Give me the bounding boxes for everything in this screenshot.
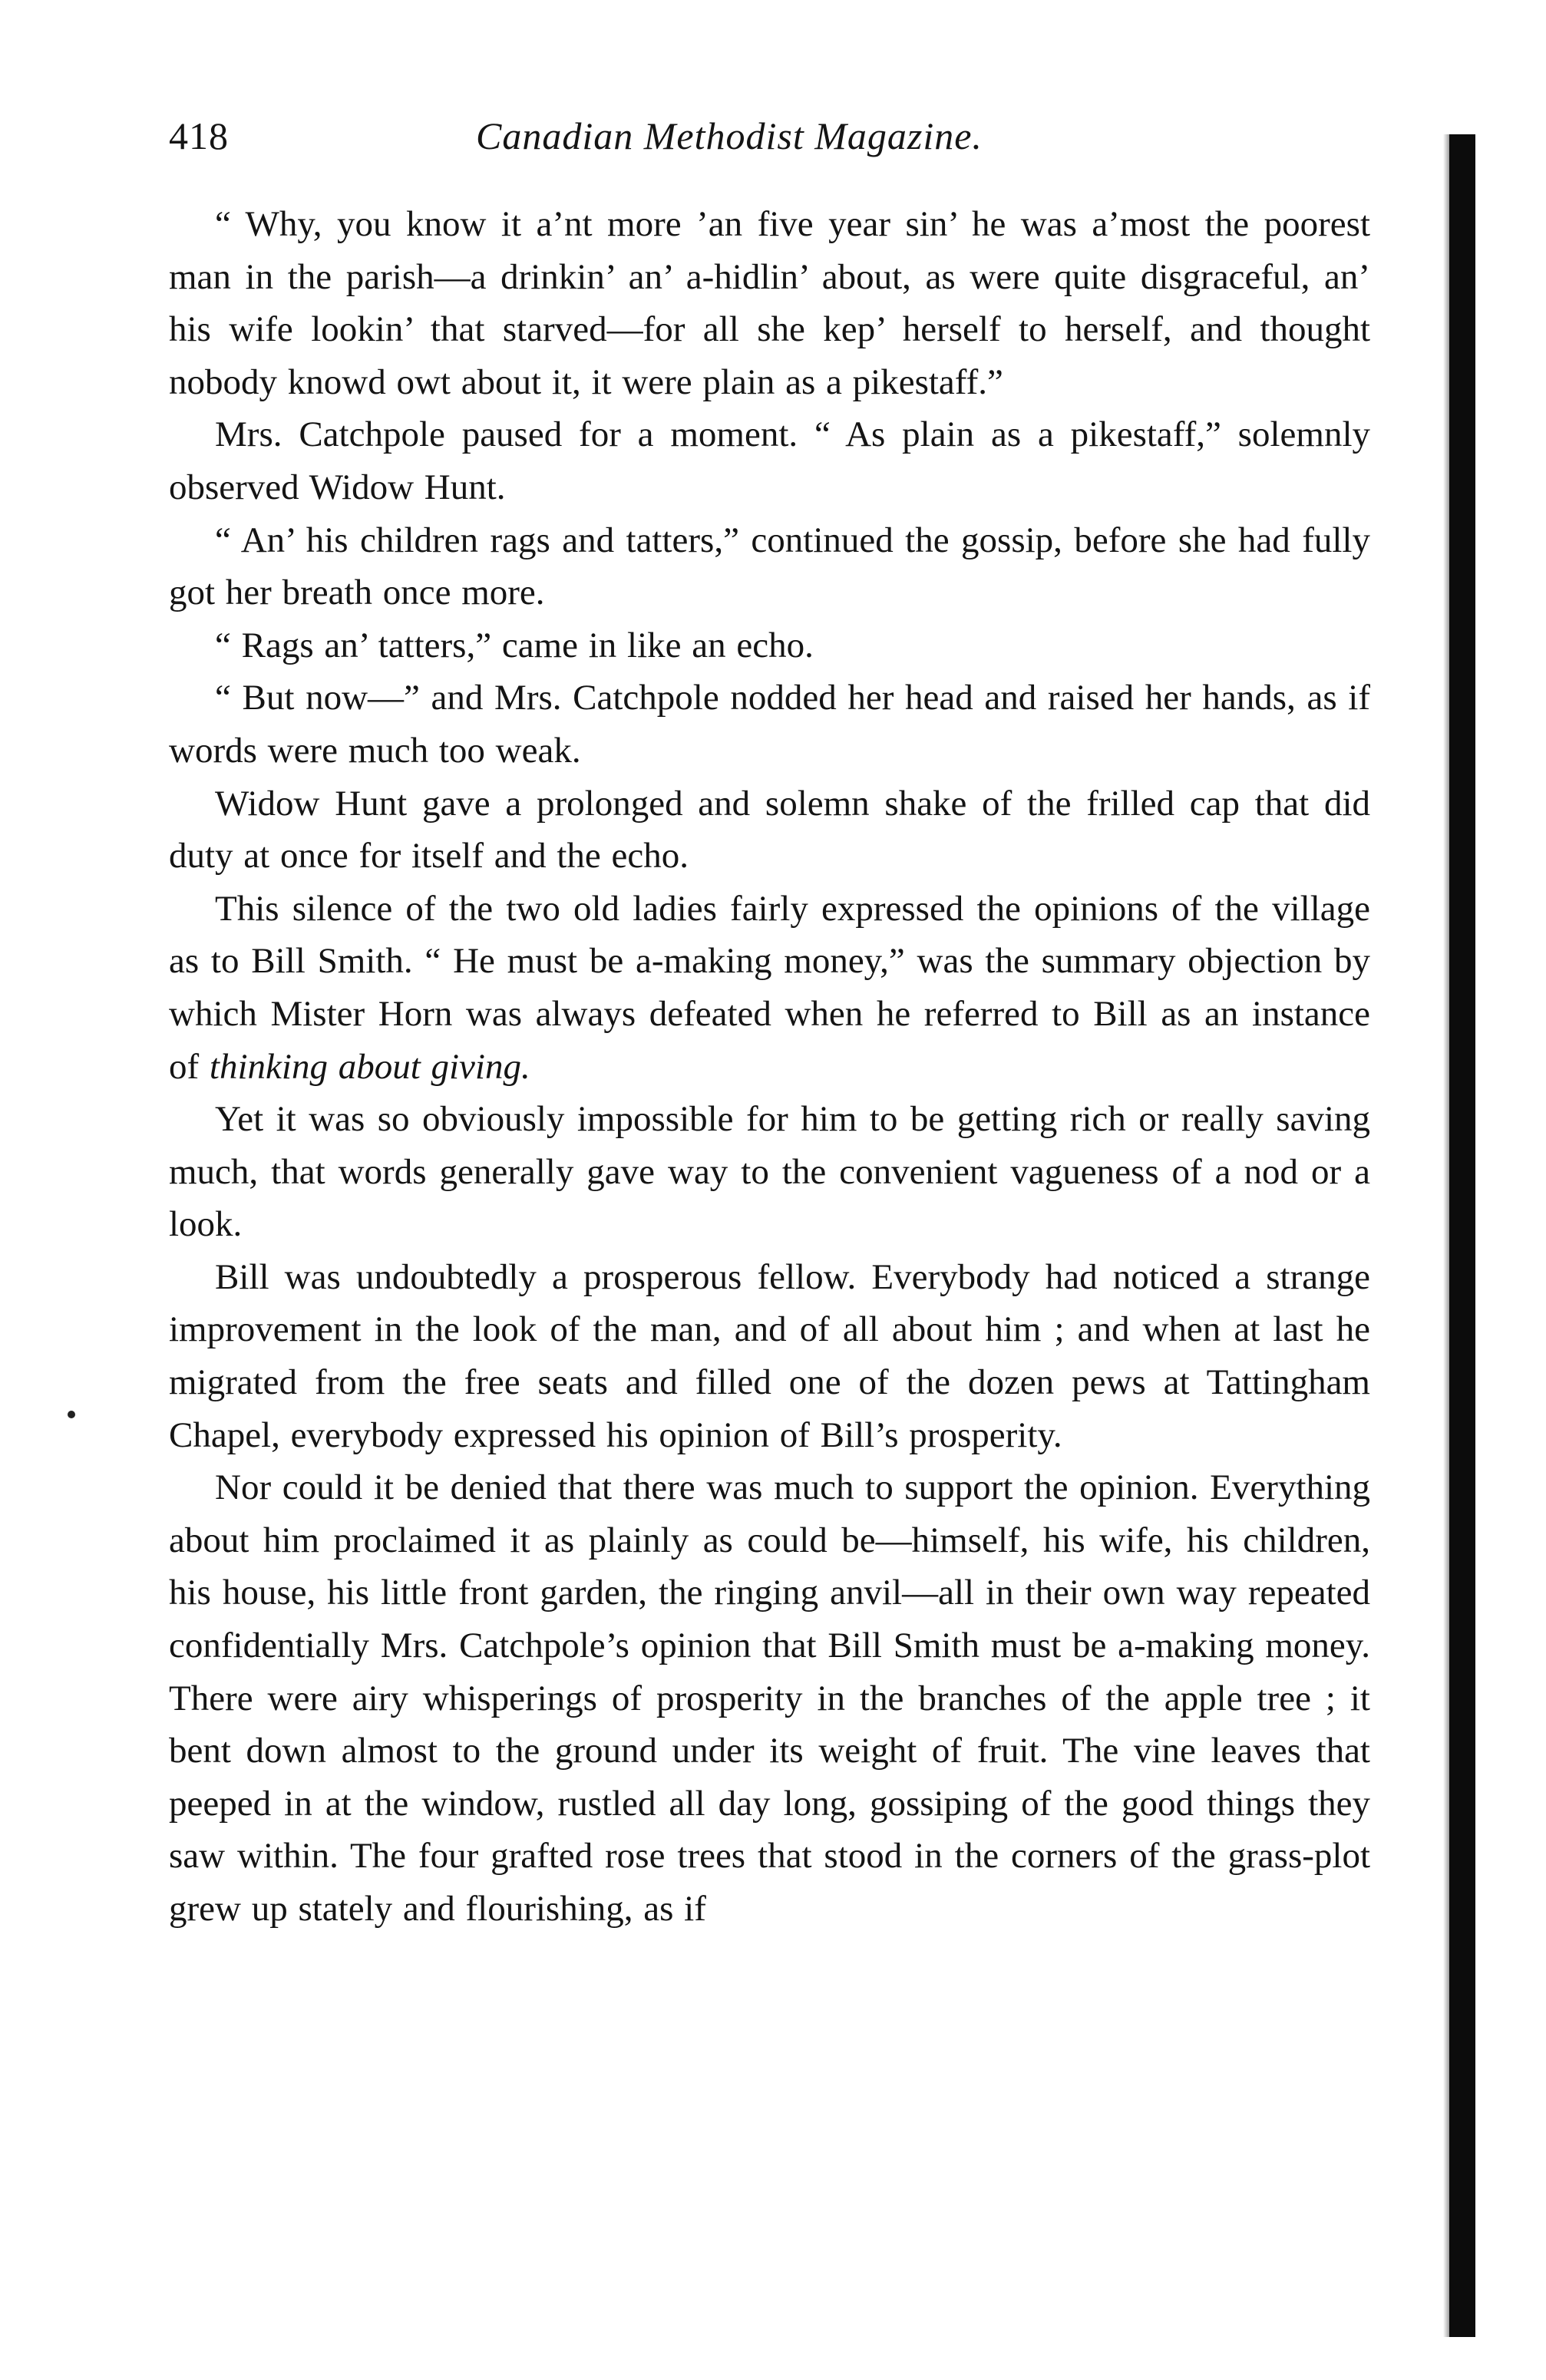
paragraph-7-text: This silence of the two old ladies fairly expressed the opinions of the village as to Bill Smith. “ He must be a-making money,” was the summary objection by which Mister Horn was always defeated when he referred to Bill as an instance of [169, 888, 1370, 1087]
paragraph-8: Yet it was so obviously impossible for him to be getting rich or really saving much, that words generally gave way to the convenient vagueness of a nod or a look. [169, 1099, 1370, 1245]
paragraph-3: “ An’ his children rags and tatters,” continued the gossip, before she had fully got her breath once more. [169, 520, 1370, 613]
body-text [169, 198, 1370, 1936]
running-head [169, 114, 1374, 167]
paragraph-9: Bill was undoubtedly a prosperous fellow. Everybody had noticed a strange improvement in the look of the man, and of all about him ; and when at last he migrated from the free seats and filled one of the dozen pews at Tattingham Chapel, everybody expressed his opinion of Bill’s prosperity. [169, 1256, 1370, 1455]
paragraph-5: “ But now—” and Mrs. Catchpole nodded her head and raised her hands, as if words were much too weak. [169, 678, 1370, 771]
scan-edge-bar [1449, 134, 1475, 2337]
paragraph-7 [169, 883, 1370, 1093]
paragraph-1: “ Why, you know it a’nt more ’an five year sin’ he was a’most the poorest man in the parish—a drinkin’ an’ a-hidlin’ about, as were quite disgraceful, an’ his wife lookin’ that starved—for all she kep’ herself to herself, and thought nobody knowd owt about it, it were plain as a pikestaff.” [169, 204, 1370, 402]
page-number: 418 [169, 114, 229, 157]
paragraph-4: “ Rags an’ tatters,” came in like an echo. [215, 625, 814, 665]
journal-title: Canadian Methodist Magazine. [476, 114, 983, 157]
paragraph-10: Nor could it be denied that there was much to support the opinion. Everything about him proclaimed it as plainly as could be—himself, his wife, his children, his house, his little front garden, the ringing anvil—all in their own way repeated confidentially Mrs. Catchpole’s opinion that Bill Smith must be a-making money. There were airy whisperings of prosperity in the branches of the apple tree ; it bent down almost to the ground under its weight of fruit. The vine leaves that peeped in at the window, rustled all day long, gossiping of the good things they saw within. The four grafted rose trees that stood in the corners of the grass-plot grew up stately and flourishing, as if [169, 1467, 1370, 1929]
paragraph-2: Mrs. Catchpole paused for a moment. “ As plain as a pikestaff,” solemnly observed Widow Hunt. [169, 414, 1370, 507]
paragraph-6: Widow Hunt gave a prolonged and solemn shake of the frilled cap that did duty at once for itself and the echo. [169, 783, 1370, 876]
italic-phrase: thinking about giving. [209, 1046, 530, 1087]
scan-speck [68, 1411, 75, 1418]
